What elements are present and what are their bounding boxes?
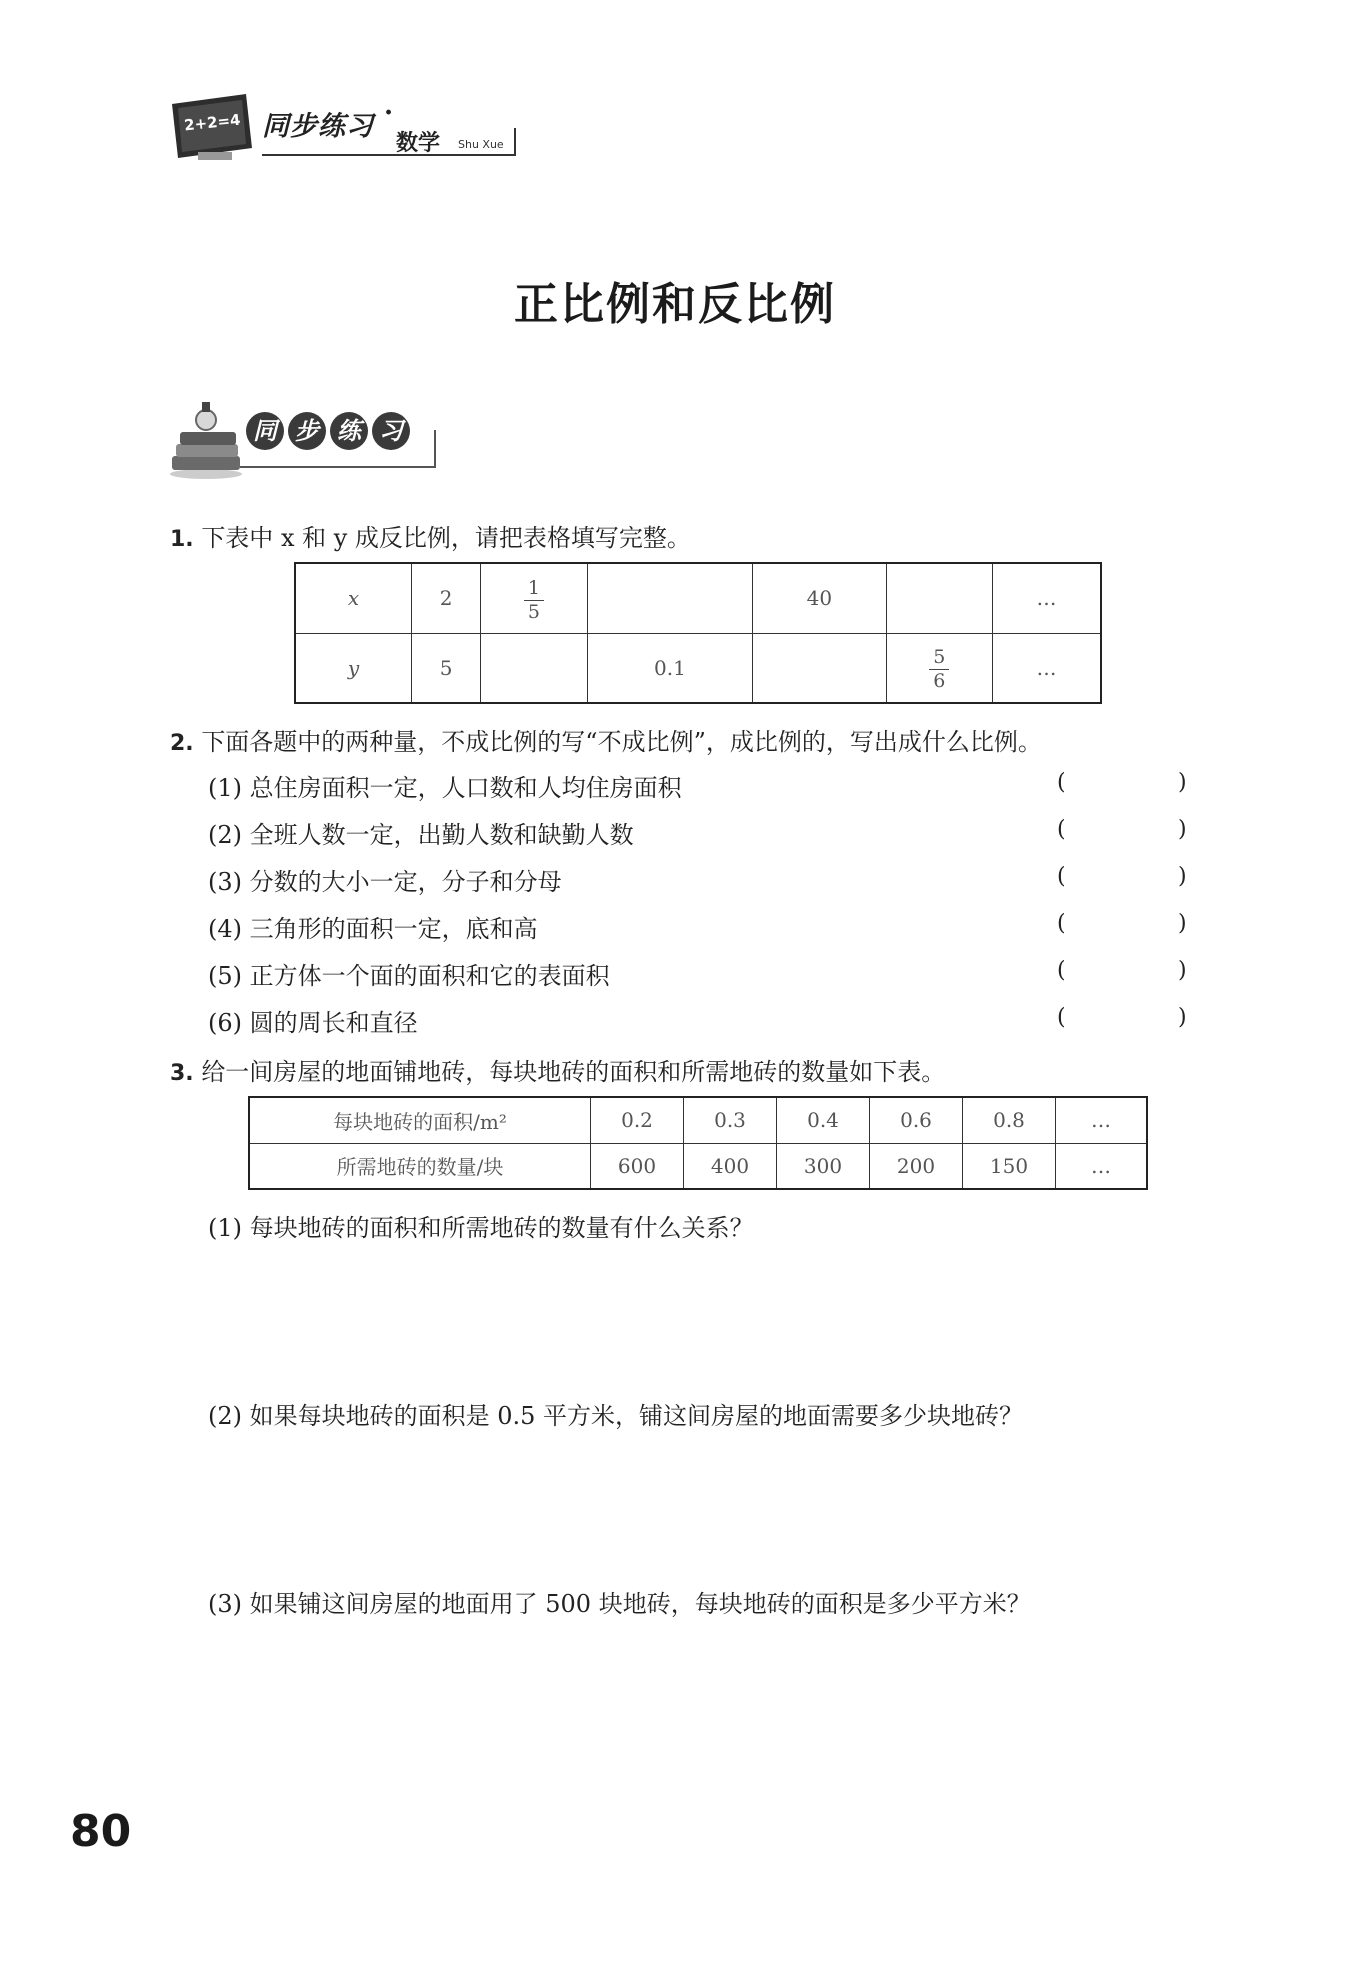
q3-table <box>248 1096 1148 1190</box>
answer-paren-close: ) <box>1178 817 1187 842</box>
section-badge-char: 步 <box>288 412 326 450</box>
answer-paren-close: ) <box>1178 1005 1187 1030</box>
q2-item: (3) 分数的大小一定，分子和分母 <box>208 868 562 896</box>
row-label-x: x <box>295 563 412 633</box>
answer-paren-open: ( <box>1057 911 1066 936</box>
page-number: 80 <box>70 1806 132 1857</box>
books-lamp-icon <box>168 400 248 480</box>
q2-item: (5) 正方体一个面的面积和它的表面积 <box>208 962 610 990</box>
answer-paren-open: ( <box>1057 864 1066 889</box>
chalkboard-icon <box>168 92 258 164</box>
table-cell: 40 <box>753 563 886 633</box>
table-cell: 2 <box>412 563 481 633</box>
header-dot: · <box>384 98 394 128</box>
table-cell: … <box>993 563 1102 633</box>
question-number: 3. <box>170 1061 194 1086</box>
section-badge <box>246 412 410 450</box>
table-cell: … <box>1056 1143 1148 1189</box>
answer-paren-open: ( <box>1057 817 1066 842</box>
section-underline <box>240 466 436 468</box>
table-cell: 5 <box>412 633 481 703</box>
table-cell: 200 <box>870 1143 963 1189</box>
table-cell: 600 <box>591 1143 684 1189</box>
q2-item: (2) 全班人数一定，出勤人数和缺勤人数 <box>208 821 634 849</box>
table-cell-fraction <box>481 563 587 633</box>
question-text: 给一间房屋的地面铺地砖，每块地砖的面积和所需地砖的数量如下表。 <box>201 1058 946 1086</box>
answer-area-2[interactable] <box>208 1440 1148 1580</box>
fraction-numerator: 5 <box>929 648 949 670</box>
table-cell: 0.4 <box>777 1097 870 1143</box>
section-underline-tick <box>434 430 436 468</box>
fraction-numerator: 1 <box>524 579 544 601</box>
table-cell: 0.6 <box>870 1097 963 1143</box>
q3-sub-2: (2) 如果每块地砖的面积是 0.5 平方米，铺这间房屋的地面需要多少块地砖？ <box>208 1402 1024 1430</box>
row-label: 每块地砖的面积/m² <box>249 1097 591 1143</box>
section-badge-char: 习 <box>372 412 410 450</box>
fraction-denominator: 6 <box>933 670 946 693</box>
table-row <box>249 1097 1147 1143</box>
page-title: 正比例和反比例 <box>514 279 836 330</box>
chalkboard-text: 2+2=4 <box>183 110 242 135</box>
table-cell: … <box>1056 1097 1148 1143</box>
answer-paren-close: ) <box>1178 911 1187 936</box>
section-badge-char: 练 <box>330 412 368 450</box>
table-cell: 0.1 <box>587 633 753 703</box>
table-cell: 0.2 <box>591 1097 684 1143</box>
table-cell-blank[interactable] <box>753 633 886 703</box>
answer-paren-close: ) <box>1178 770 1187 795</box>
header-underline-tick <box>514 128 516 155</box>
answer-paren-close: ) <box>1178 864 1187 889</box>
table-cell-fraction <box>886 633 992 703</box>
answer-paren-open: ( <box>1057 958 1066 983</box>
table-cell: 0.8 <box>963 1097 1056 1143</box>
q2-item: (1) 总住房面积一定，人口数和人均住房面积 <box>208 774 682 802</box>
answer-paren-open: ( <box>1057 770 1066 795</box>
q3-sub-1: (1) 每块地砖的面积和所需地砖的数量有什么关系？ <box>208 1214 754 1242</box>
answer-area-3[interactable] <box>208 1628 1148 1778</box>
table-cell: 400 <box>684 1143 777 1189</box>
table-row <box>295 633 1101 703</box>
answer-area-1[interactable] <box>208 1250 1148 1390</box>
table-cell-blank[interactable] <box>481 633 587 703</box>
header-subject: 数学 <box>396 131 441 156</box>
question-text: 下面各题中的两种量，不成比例的写“不成比例”，成比例的，写出成什么比例。 <box>201 728 1042 756</box>
header-underline <box>262 154 516 156</box>
q2-item: (6) 圆的周长和直径 <box>208 1009 418 1037</box>
table-row <box>295 563 1101 633</box>
question-2 <box>170 722 1042 757</box>
row-label: 所需地砖的数量/块 <box>249 1143 591 1189</box>
header-pinyin: Shu Xue <box>458 138 504 151</box>
q3-sub-3: (3) 如果铺这间房屋的地面用了 500 块地砖，每块地砖的面积是多少平方米？ <box>208 1590 1031 1618</box>
table-cell: 300 <box>777 1143 870 1189</box>
table-cell-blank[interactable] <box>587 563 753 633</box>
table-cell: … <box>993 633 1102 703</box>
table-cell-blank[interactable] <box>886 563 992 633</box>
answer-paren-close: ) <box>1178 958 1187 983</box>
question-text: 下表中 x 和 y 成反比例，请把表格填写完整。 <box>201 524 691 552</box>
answer-paren-open: ( <box>1057 1005 1066 1030</box>
row-label-y: y <box>295 633 412 703</box>
table-cell: 0.3 <box>684 1097 777 1143</box>
header-brand: 同步练习 <box>262 111 374 142</box>
question-number: 2. <box>170 731 194 756</box>
q2-item: (4) 三角形的面积一定，底和高 <box>208 915 538 943</box>
question-number: 1. <box>170 527 194 552</box>
section-badge-char: 同 <box>246 412 284 450</box>
table-row <box>249 1143 1147 1189</box>
question-3 <box>170 1052 945 1087</box>
table-cell: 150 <box>963 1143 1056 1189</box>
question-1 <box>170 518 691 553</box>
fraction-denominator: 5 <box>527 600 540 623</box>
q1-table <box>294 562 1102 704</box>
